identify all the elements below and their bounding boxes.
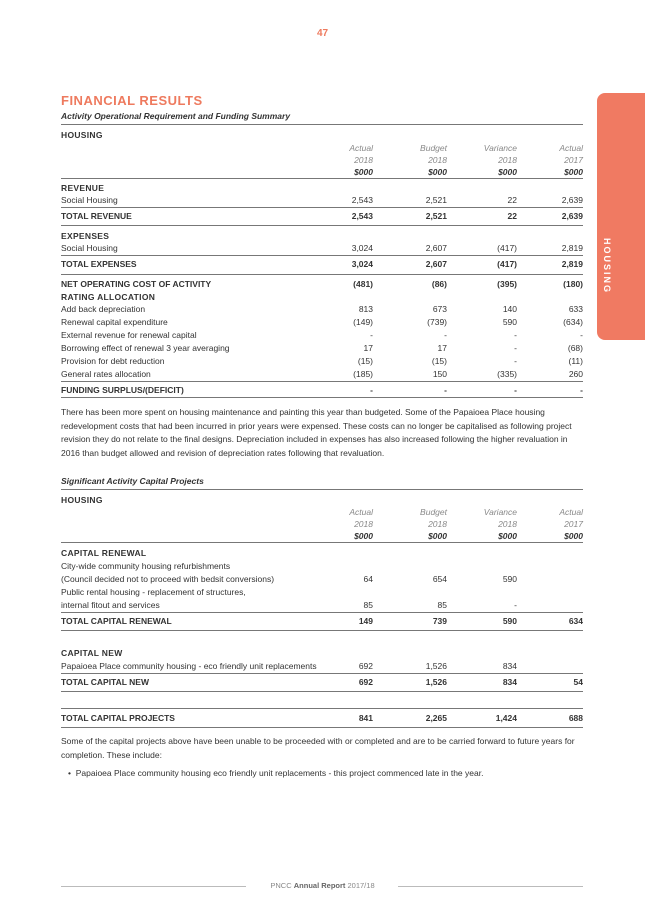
table-row <box>61 574 583 586</box>
cell: 2,521 <box>425 211 447 221</box>
cell: - <box>370 385 373 395</box>
col-header-year: 2017 <box>564 155 583 165</box>
table-row <box>61 356 583 368</box>
cell: 1,424 <box>495 713 517 723</box>
cell: 688 <box>568 713 583 723</box>
cell: - <box>514 343 517 353</box>
page-number: 47 <box>316 28 329 39</box>
row-label: TOTAL REVENUE <box>61 211 132 221</box>
row-label: TOTAL CAPITAL PROJECTS <box>61 713 175 723</box>
cell: 673 <box>432 304 447 314</box>
footer-org: PNCC <box>270 881 292 890</box>
cell: 633 <box>568 304 583 314</box>
page-title: FINANCIAL RESULTS <box>61 93 203 108</box>
cell: 17 <box>437 343 447 353</box>
cell: 22 <box>507 195 517 205</box>
col-header-year: 2018 <box>354 519 373 529</box>
row-label: General rates allocation <box>61 369 151 379</box>
row-label: FUNDING SURPLUS/(DEFICIT) <box>61 385 184 395</box>
col-header-year: 2017 <box>564 519 583 529</box>
col-header-type: Variance <box>483 143 517 153</box>
cell: 2,543 <box>351 211 373 221</box>
cell: 1,526 <box>425 677 447 687</box>
cell: - <box>514 330 517 340</box>
total-row <box>61 616 583 628</box>
footer-year: 2017/18 <box>347 881 375 890</box>
col-header-type: Actual <box>559 143 583 153</box>
col-header-type: Budget <box>420 507 447 517</box>
cell: (395) <box>497 279 517 289</box>
row-label: NET OPERATING COST OF ACTIVITY <box>61 279 212 289</box>
divider <box>61 542 583 543</box>
cell: (11) <box>568 356 583 366</box>
cell: - <box>514 385 517 395</box>
cell: 692 <box>358 677 373 687</box>
table-row <box>61 304 583 316</box>
commentary-paragraph: There has been more spent on housing maintenance and painting this year than budgeted. Some of the Papaioea Place housing redevelopment costs that had been incurred in prior years were expensed. These costs can no longer be capitalised as following project revision they do not relate to the final designs. Depreciation included in expenses has also increased following the higher revaluation in 2016 than budget allowed and revision of depreciation rates following that revaluation. <box>61 407 572 458</box>
row-label: internal fitout and services <box>61 600 160 610</box>
cell: (417) <box>497 243 517 253</box>
expenses-heading: EXPENSES <box>61 231 110 241</box>
cell: (634) <box>563 317 583 327</box>
table-row <box>61 330 583 342</box>
cell: - <box>580 330 583 340</box>
col-header-type: Variance <box>483 507 517 517</box>
cell: 17 <box>363 343 373 353</box>
row-label: Add back depreciation <box>61 304 146 314</box>
col-header-unit: $000 <box>498 167 517 177</box>
divider <box>61 178 583 179</box>
section-tab <box>597 93 645 340</box>
row-label: Papaioea Place community housing - eco friendly unit replacements <box>61 661 317 671</box>
cell: 739 <box>432 616 447 626</box>
cell: 2,543 <box>351 195 373 205</box>
row-label: External revenue for renewal capital <box>61 330 197 340</box>
cell: 140 <box>502 304 517 314</box>
cell: (481) <box>353 279 373 289</box>
total-row <box>61 713 583 725</box>
cell: (185) <box>353 369 373 379</box>
cell: 22 <box>507 211 517 221</box>
cell: 590 <box>502 317 517 327</box>
cell: 149 <box>358 616 373 626</box>
row-label: TOTAL CAPITAL RENEWAL <box>61 616 172 626</box>
cell: 2,265 <box>425 713 447 723</box>
cell: (68) <box>567 343 583 353</box>
cell: - <box>514 600 517 610</box>
cell: 2,819 <box>561 259 583 269</box>
col-header-unit: $000 <box>428 167 447 177</box>
divider <box>61 225 583 226</box>
net-cost-row <box>61 279 583 291</box>
col-header-unit: $000 <box>354 531 373 541</box>
cell: (15) <box>357 356 373 366</box>
cell: (180) <box>563 279 583 289</box>
col-header-unit: $000 <box>564 167 583 177</box>
row-label: Provision for debt reduction <box>61 356 165 366</box>
cell: - <box>444 385 447 395</box>
table-row <box>61 369 583 381</box>
capital-projects-subtitle: Significant Activity Capital Projects <box>61 476 204 486</box>
capital-renewal-heading: CAPITAL RENEWAL <box>61 548 147 558</box>
page-subtitle: Activity Operational Requirement and Funding Summary <box>61 111 291 121</box>
table-row <box>61 587 583 599</box>
row-label: City-wide community housing refurbishments <box>61 561 231 571</box>
col-header-year: 2018 <box>428 519 447 529</box>
divider <box>61 630 583 631</box>
cell: (149) <box>353 317 373 327</box>
col-header-type: Budget <box>420 143 447 153</box>
col-header-type: Actual <box>349 507 373 517</box>
divider <box>61 255 583 256</box>
cell: (417) <box>497 259 517 269</box>
cell: 590 <box>502 574 517 584</box>
col-header-unit: $000 <box>564 531 583 541</box>
cell: 54 <box>573 677 583 687</box>
divider <box>61 691 583 692</box>
row-label: Public rental housing - replacement of structures, <box>61 587 246 597</box>
divider <box>61 708 583 709</box>
row-label: TOTAL CAPITAL NEW <box>61 677 149 687</box>
bullet-item <box>68 768 578 778</box>
revenue-heading: REVENUE <box>61 183 105 193</box>
capital-paragraph: Some of the capital projects above have been unable to be proceeded with or completed and are to be carried forward to future years for completion. These include: <box>61 736 575 760</box>
table-row <box>61 661 583 673</box>
cell: 654 <box>432 574 447 584</box>
cell: 3,024 <box>351 259 373 269</box>
cell: 3,024 <box>351 243 373 253</box>
cell: (739) <box>427 317 447 327</box>
col-header-year: 2018 <box>498 155 517 165</box>
col-header-type: Actual <box>559 507 583 517</box>
bullet-icon: • <box>68 768 76 778</box>
table-row <box>61 600 583 612</box>
total-row <box>61 259 583 271</box>
cell: - <box>580 385 583 395</box>
divider <box>61 673 583 674</box>
cell: 85 <box>437 600 447 610</box>
divider <box>61 727 583 728</box>
divider <box>61 381 583 382</box>
table-row <box>61 243 583 255</box>
section-heading: HOUSING <box>61 495 103 505</box>
section-heading: HOUSING <box>61 130 103 140</box>
cell: (15) <box>431 356 447 366</box>
cell: (86) <box>431 279 447 289</box>
cell: (335) <box>497 369 517 379</box>
cell: 2,521 <box>425 195 447 205</box>
funding-row <box>61 385 583 397</box>
table-row <box>61 561 583 573</box>
col-header-year: 2018 <box>354 155 373 165</box>
total-row <box>61 211 583 223</box>
capital-new-heading: CAPITAL NEW <box>61 648 123 658</box>
divider <box>61 612 583 613</box>
divider <box>61 207 583 208</box>
table-row <box>61 317 583 329</box>
bullet-text: Papaioea Place community housing eco friendly unit replacements - this project commenced late in the year. <box>75 768 484 778</box>
cell: 85 <box>363 600 373 610</box>
divider <box>61 489 583 490</box>
cell: 841 <box>358 713 373 723</box>
table-row <box>61 343 583 355</box>
divider <box>61 397 583 398</box>
cell: 634 <box>568 616 583 626</box>
section-tab-label: HOUSING <box>602 238 612 295</box>
cell: 2,819 <box>561 243 583 253</box>
cell: 2,607 <box>425 243 447 253</box>
cell: 260 <box>568 369 583 379</box>
cell: 692 <box>358 661 373 671</box>
divider <box>61 124 583 125</box>
row-label: Renewal capital expenditure <box>61 317 168 327</box>
col-header-unit: $000 <box>428 531 447 541</box>
cell: - <box>514 356 517 366</box>
cell: 150 <box>432 369 447 379</box>
cell: - <box>444 330 447 340</box>
cell: - <box>370 330 373 340</box>
page-footer <box>0 881 645 890</box>
cell: 590 <box>502 616 517 626</box>
col-header-year: 2018 <box>498 519 517 529</box>
divider <box>61 274 583 275</box>
rating-heading: RATING ALLOCATION <box>61 292 156 302</box>
row-label: (Council decided not to proceed with bedsit conversions) <box>61 574 275 584</box>
col-header-unit: $000 <box>354 167 373 177</box>
footer-report: Annual Report <box>293 881 346 890</box>
col-header-year: 2018 <box>428 155 447 165</box>
col-header-unit: $000 <box>498 531 517 541</box>
row-label: Social Housing <box>61 195 118 205</box>
row-label: Social Housing <box>61 243 118 253</box>
cell: 834 <box>502 677 517 687</box>
cell: 2,639 <box>561 195 583 205</box>
table-row <box>61 195 583 207</box>
cell: 813 <box>358 304 373 314</box>
col-header-type: Actual <box>349 143 373 153</box>
total-row <box>61 677 583 689</box>
cell: 834 <box>502 661 517 671</box>
row-label: TOTAL EXPENSES <box>61 259 137 269</box>
cell: 1,526 <box>425 661 447 671</box>
row-label: Borrowing effect of renewal 3 year averaging <box>61 343 230 353</box>
cell: 64 <box>363 574 373 584</box>
cell: 2,639 <box>561 211 583 221</box>
cell: 2,607 <box>425 259 447 269</box>
